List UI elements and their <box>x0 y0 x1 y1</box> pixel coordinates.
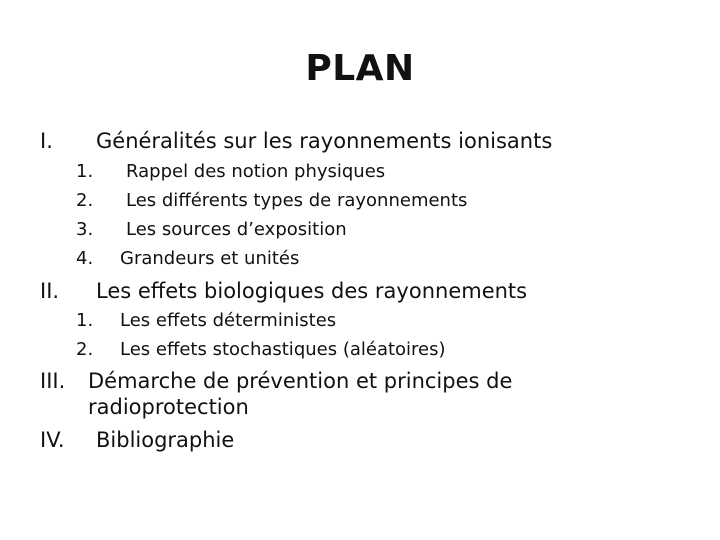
subitem-1-3 <box>0 219 720 241</box>
section-2-label: Les effets biologiques des rayonnements <box>96 279 528 303</box>
subitem-1-2 <box>0 190 720 212</box>
section-3-numeral: III. <box>40 369 66 393</box>
section-3-continuation <box>0 394 720 420</box>
section-1-label: Généralités sur les rayonnements ionisants <box>96 129 553 153</box>
section-4 <box>0 427 720 453</box>
subitem-1-4 <box>0 248 720 270</box>
subitem-number: 2. <box>76 339 94 360</box>
section-4-label: Bibliographie <box>96 428 235 452</box>
subitem-label: Les effets stochastiques (aléatoires) <box>120 339 446 360</box>
subitem-number: 3. <box>76 219 94 240</box>
section-2-numeral: II. <box>40 279 60 303</box>
section-3-label-line2: radioprotection <box>88 395 249 419</box>
subitem-label: Les effets déterministes <box>120 310 337 331</box>
subitem-label: Rappel des notion physiques <box>126 161 386 182</box>
subitem-1-1 <box>0 161 720 183</box>
subitem-number: 1. <box>76 310 94 331</box>
page-title: PLAN <box>305 48 415 89</box>
section-1 <box>0 128 720 154</box>
subitem-number: 1. <box>76 161 94 182</box>
subitem-number: 2. <box>76 190 94 211</box>
section-4-numeral: IV. <box>40 428 65 452</box>
subitem-label: Les sources d’exposition <box>126 219 347 240</box>
section-1-numeral: I. <box>40 129 53 153</box>
section-2 <box>0 278 720 304</box>
subitem-label: Les différents types de rayonnements <box>126 190 468 211</box>
section-3-label-line1: Démarche de prévention et principes de <box>88 369 513 393</box>
subitem-2-1 <box>0 310 720 332</box>
subitem-label: Grandeurs et unités <box>120 248 300 269</box>
section-3 <box>0 368 720 394</box>
subitem-number: 4. <box>76 248 94 269</box>
subitem-2-2 <box>0 339 720 361</box>
